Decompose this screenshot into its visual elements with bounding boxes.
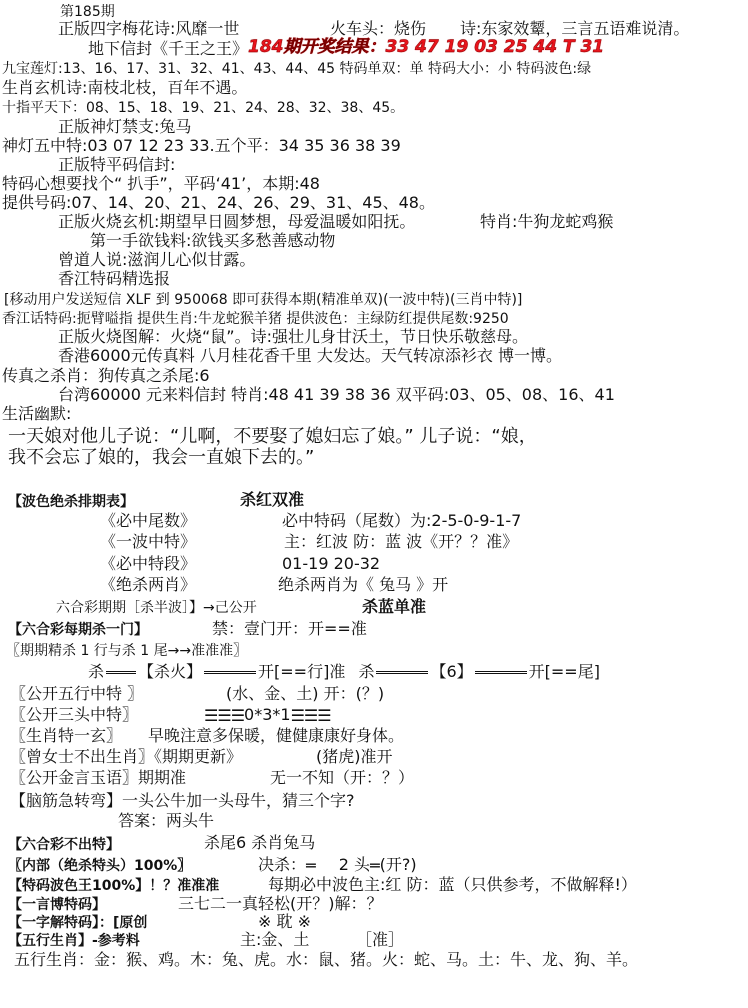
jue-sha-open: (开?) [379,855,417,874]
cengdao-says: 曾道人说:滋润儿心似甘露。 [58,250,256,269]
kill-label-2: 杀 [358,662,375,681]
sms-notice: [移动用户发送短信 XLF 到 950068 即可获得本期(精准单双)(一波中特)(三肖中特)] [4,292,523,308]
shendeng-ban: 正版神灯禁支:兔马 [58,117,192,136]
liuhe-qiqi: 六合彩期期［杀半波］】→己公开 [56,600,257,616]
huoshao-diagram: 正版火烧图解：火烧“鼠”。诗:强壮儿身甘沃土，节日快乐敬慈母。 [58,327,528,346]
taiwan-envelope: 台湾60000 元来料信封 特肖:48 41 39 38 36 双平码:03、05、08、16、41 [58,385,615,404]
issue-number: 第185期 [60,4,115,20]
tepingma-envelope: 正版特平码信封: [58,155,176,174]
gongkai-wuxing: 〖公开五行中特 〗 [10,684,144,703]
joke-line-2: 我不会忘了娘的，我会一直娘下去的。” [8,447,315,468]
neibu-jueshate: 〖内部（绝杀特头）100%〗 [8,858,192,874]
bose-table-title: 【波色绝杀排期表】 [8,494,134,510]
liuhe-yimen: 【六合彩每期杀一门】 [8,622,148,638]
brain-teaser: 【脑筋急转弯】一头公牛加一头母牛，猜三个字? [10,791,355,810]
yibo-zhongte: 《一波中特》 [100,532,197,551]
equals-mark: ═ [306,855,316,875]
double-bar [204,671,256,674]
zeng-nvshi-value: (猪虎)准开 [316,747,393,766]
huoshao-xuanji: 正版火烧玄机:期望早日圆梦想，母爱温暖如阳抚。 [58,212,416,231]
triple-bar: ☰☰☰ [204,705,245,725]
tema-bose-wang-value: 每期必中波色主:红 防：蓝（只供参考，不做解释!） [268,875,637,894]
hongkong-fax: 香港6000元传真料 八月桂花香千里 大发达。天气转凉添衫衣 博一博。 [58,346,562,365]
bizhong-teduan-value: 01-19 20-32 [282,554,381,573]
gongkai-jinyan-value: 无一不知（开：？） [270,768,415,787]
gongkai-santou-value: 0*3*1 [244,705,291,724]
kill-red: 杀红双准 [240,490,305,509]
brain-teaser-answer: 答案：两头牛 [118,811,215,830]
zeng-nvshi: 〖曾女士不出生肖〗《期期更新》 [10,747,243,766]
double-bar [376,671,428,674]
yiyan-bote: 【一言博特码】 [8,897,106,913]
gongkai-jinyan: 〖公开金言玉语〗期期准 [10,768,187,787]
kill-label: 杀 [88,662,105,681]
double-bar [106,671,136,674]
special-zodiac: 特肖:牛狗龙蛇鸡猴 [480,212,614,231]
jue-sha-label: 决杀： [258,855,307,874]
gongkai-santou: 〖公开三头中特〗 [10,705,139,724]
first-hand: 第一手欲钱料:欲钱买多愁善感动物 [90,231,336,250]
poem-line: 诗:东家效颦，三言五语难说清。 [460,19,690,38]
yizi-jie: 【一字解特码】：[原创 [8,915,148,931]
double-bar [475,671,527,674]
huoche-tou: 火车头：烧伤 [330,19,427,38]
kill-tail: 杀尾6 杀肖兔马 [204,833,316,852]
texin-line: 特码心想要找个“ 扒手”，平码‘41’，本期:48 [2,174,320,193]
wuxing-zodiac: 五行生肖：金：猴、鸡。木：兔、虎。水：鼠、猪。火：蛇、马。土：牛、龙、狗、羊。 [14,950,639,969]
wuxing-main: 主:金、土 [240,930,310,949]
kill-row [88,663,600,681]
bizhong-teduan: 《必中特段》 [100,554,197,573]
shendeng-five: 神灯五中特:03 07 12 23 33.五个平：34 35 36 38 39 [2,136,401,155]
jiubao-lantern: 九宝莲灯:13、16、17、31、32、41、43、44、45 特码单双：单 特码大小：小 特码波色:绿 [2,61,592,77]
fax-kill: 传真之杀肖：狗传真之杀尾:6 [2,366,210,385]
kill-blue: 杀蓝单准 [362,597,427,616]
kill-six: 【6】 [430,662,473,681]
yibo-zhongte-value: 主：红波 防：蓝 波《开？？准》 [284,532,519,551]
bizhong-weishu-value: 必中特码（尾数）为:2-5-0-9-1-7 [282,511,522,530]
wuxing-zhun: ［准］ [356,930,405,949]
joke-line-1: 一天娘对他儿子说：“儿啊，不要娶了媳妇忘了娘。” 儿子说：“娘， [8,426,537,447]
xiangjiang-words: 香江话特码:扼臂嗌指 提供生肖:牛龙蛇猴羊猪 提供波色：主绿防红提供尾数:9250 [2,311,509,327]
draw-result: 184期开奖结果：33 47 19 03 25 44 T 31 [248,37,605,57]
shengxiao-teyi: 〖生肖特一玄〗 [10,726,123,745]
jue-sha-liangxiao-value: 绝杀两肖为《 兔马 》开 [278,575,449,594]
qiqi-jingsha: 〖期期精杀 1 行与杀 1 尾→→准准准〗 [6,643,248,659]
tema-bose-wang: 【特码波色王100%】！？准准准 [8,878,220,894]
jue-sha-row [258,856,417,875]
xiangjiang-title: 香江特码精选报 [58,269,171,288]
bizhong-weishu: 《必中尾数》 [100,511,197,530]
triple-bar: ☰☰☰ [290,705,331,725]
jue-sha-value: 2 头 [338,855,371,874]
open-wei: 开[==尾] [528,662,600,681]
humor-title: 生活幽默: [2,404,72,423]
liuhe-buchu: 【六合彩不出特】 [8,837,120,853]
plum-poem: 正版四字梅花诗:风靡一世 [58,19,240,38]
ten-fingers: 十指平天下：08、15、18、19、21、24、28、32、38、45。 [2,100,405,116]
underground-envelope: 地下信封《千王之王》 [88,39,249,58]
kill-fire: 【杀火】 [138,662,203,681]
jue-sha-liangxiao: 《绝杀两肖》 [100,575,197,594]
jin-value: 禁：壹门开：开==准 [212,619,367,638]
provided-numbers: 提供号码:07、14、20、21、24、26、29、31、45、48。 [2,193,435,212]
yizi-jie-value: ※ 耽 ※ [258,912,311,931]
gongkai-santou-value-row [204,706,331,725]
open-hang: 开[==行]准 [258,662,346,681]
zodiac-poem: 生肖玄机诗:南枝北枝，百年不遇。 [2,78,248,97]
wuxing-title: 【五行生肖】-参考料 [8,933,140,949]
equals-mark: ═ [370,855,380,875]
yiyan-bote-value: 三七二一真轻松(开？)解：？ [178,894,383,913]
shengxiao-teyi-value: 早晚注意多保暖，健健康康好身体。 [148,726,405,745]
gongkai-wuxing-value: (水、金、土) 开：(？) [226,684,385,703]
